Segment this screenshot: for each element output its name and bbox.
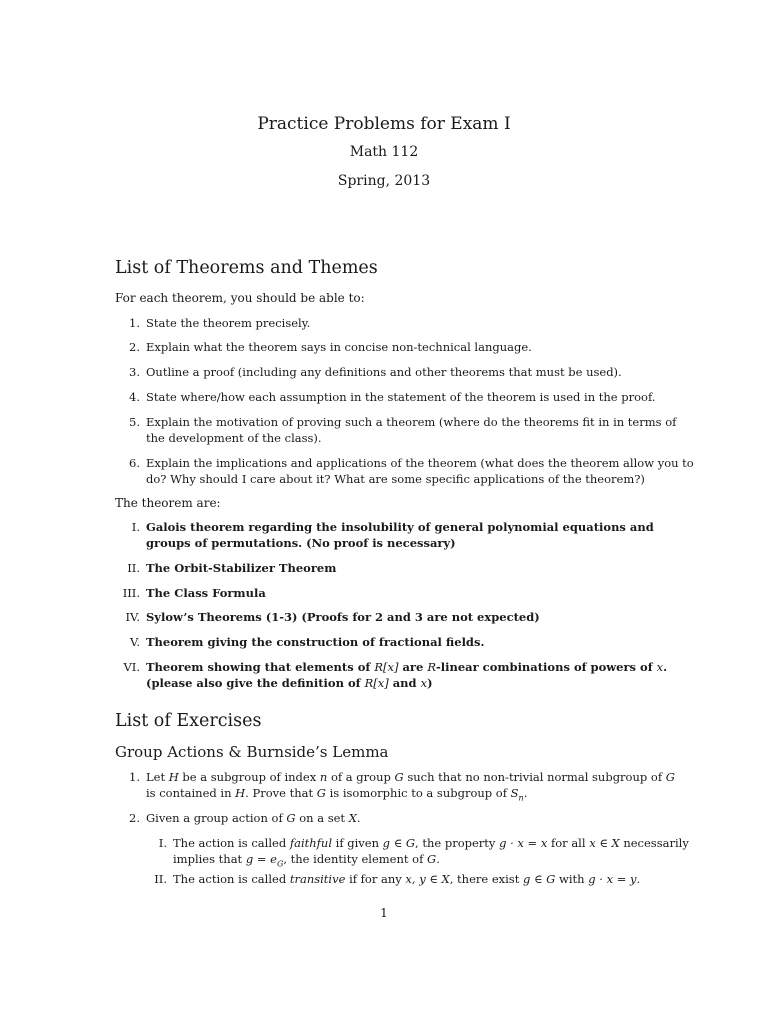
subsection-heading: Group Actions & Burnside’s Lemma bbox=[115, 743, 389, 761]
document-title: Practice Problems for Exam I bbox=[257, 114, 511, 134]
document-page: Practice Problems for Exam I Math 112 Spring, 2013 List of Theorems and Themes For each theorem, you should be able to: 1. State the theorem precisely. 2. Explain what the theorem says in concise non-technical language. 3. Outline a proof (including any definitions and other theorems that must be used). 4. State where/how each assumption in the statement of the theorem is used in the proof. 5. Explain the motivation of proving such a theorem (where do the theorems fit in in terms of the development of the class). 6. Explain the implications and applications of the theorem (what does the theorem allow you to do? Why should I care about it? What are some specific applications of the theorem?) The theorem are: I. Galois theorem regarding the insolubility of general polynomial equations and groups of permutations. (No proof is necessary) II. The Orbit-Stabilizer Theorem III. The Class Formula IV. Sylow’s Theorems (1-3) (Proofs for 2 and 3 are not expected) V. Theorem giving the construction of fractional fields. VI. Theorem showing that elements of R[x] are R-linear combinations of powers of x. (please also give the definition of R[x] and x) List of Exercises Group Actions & Burnside’s Lemma 1. Let H be a subgroup of index n of a group G such that no non-trivial normal subgroup of G is contained in H. Prove that G is isomorphic to a subgroup of $S_n$. 2. Given a group action of G on a set X. I. The action is called faithful if given g ∈ G, the property g · x = x for all x ∈ X necessarily implies that $g = e_G$, the identity element of G. II. The action is called transitive if for any x, y ∈ X, there exist g ∈ G with g · x = y. 1 bbox=[0, 0, 768, 1024]
course-name: Math 112 bbox=[349, 144, 419, 160]
term: Spring, 2013 bbox=[337, 173, 431, 189]
section-heading-theorems: List of Theorems and Themes bbox=[115, 258, 378, 278]
intro-paragraph: For each theorem, you should be able to: bbox=[115, 291, 365, 305]
section-heading-exercises: List of Exercises bbox=[115, 711, 262, 731]
page-number: 1 bbox=[380, 906, 388, 920]
theorems-intro: The theorem are: bbox=[115, 496, 221, 510]
